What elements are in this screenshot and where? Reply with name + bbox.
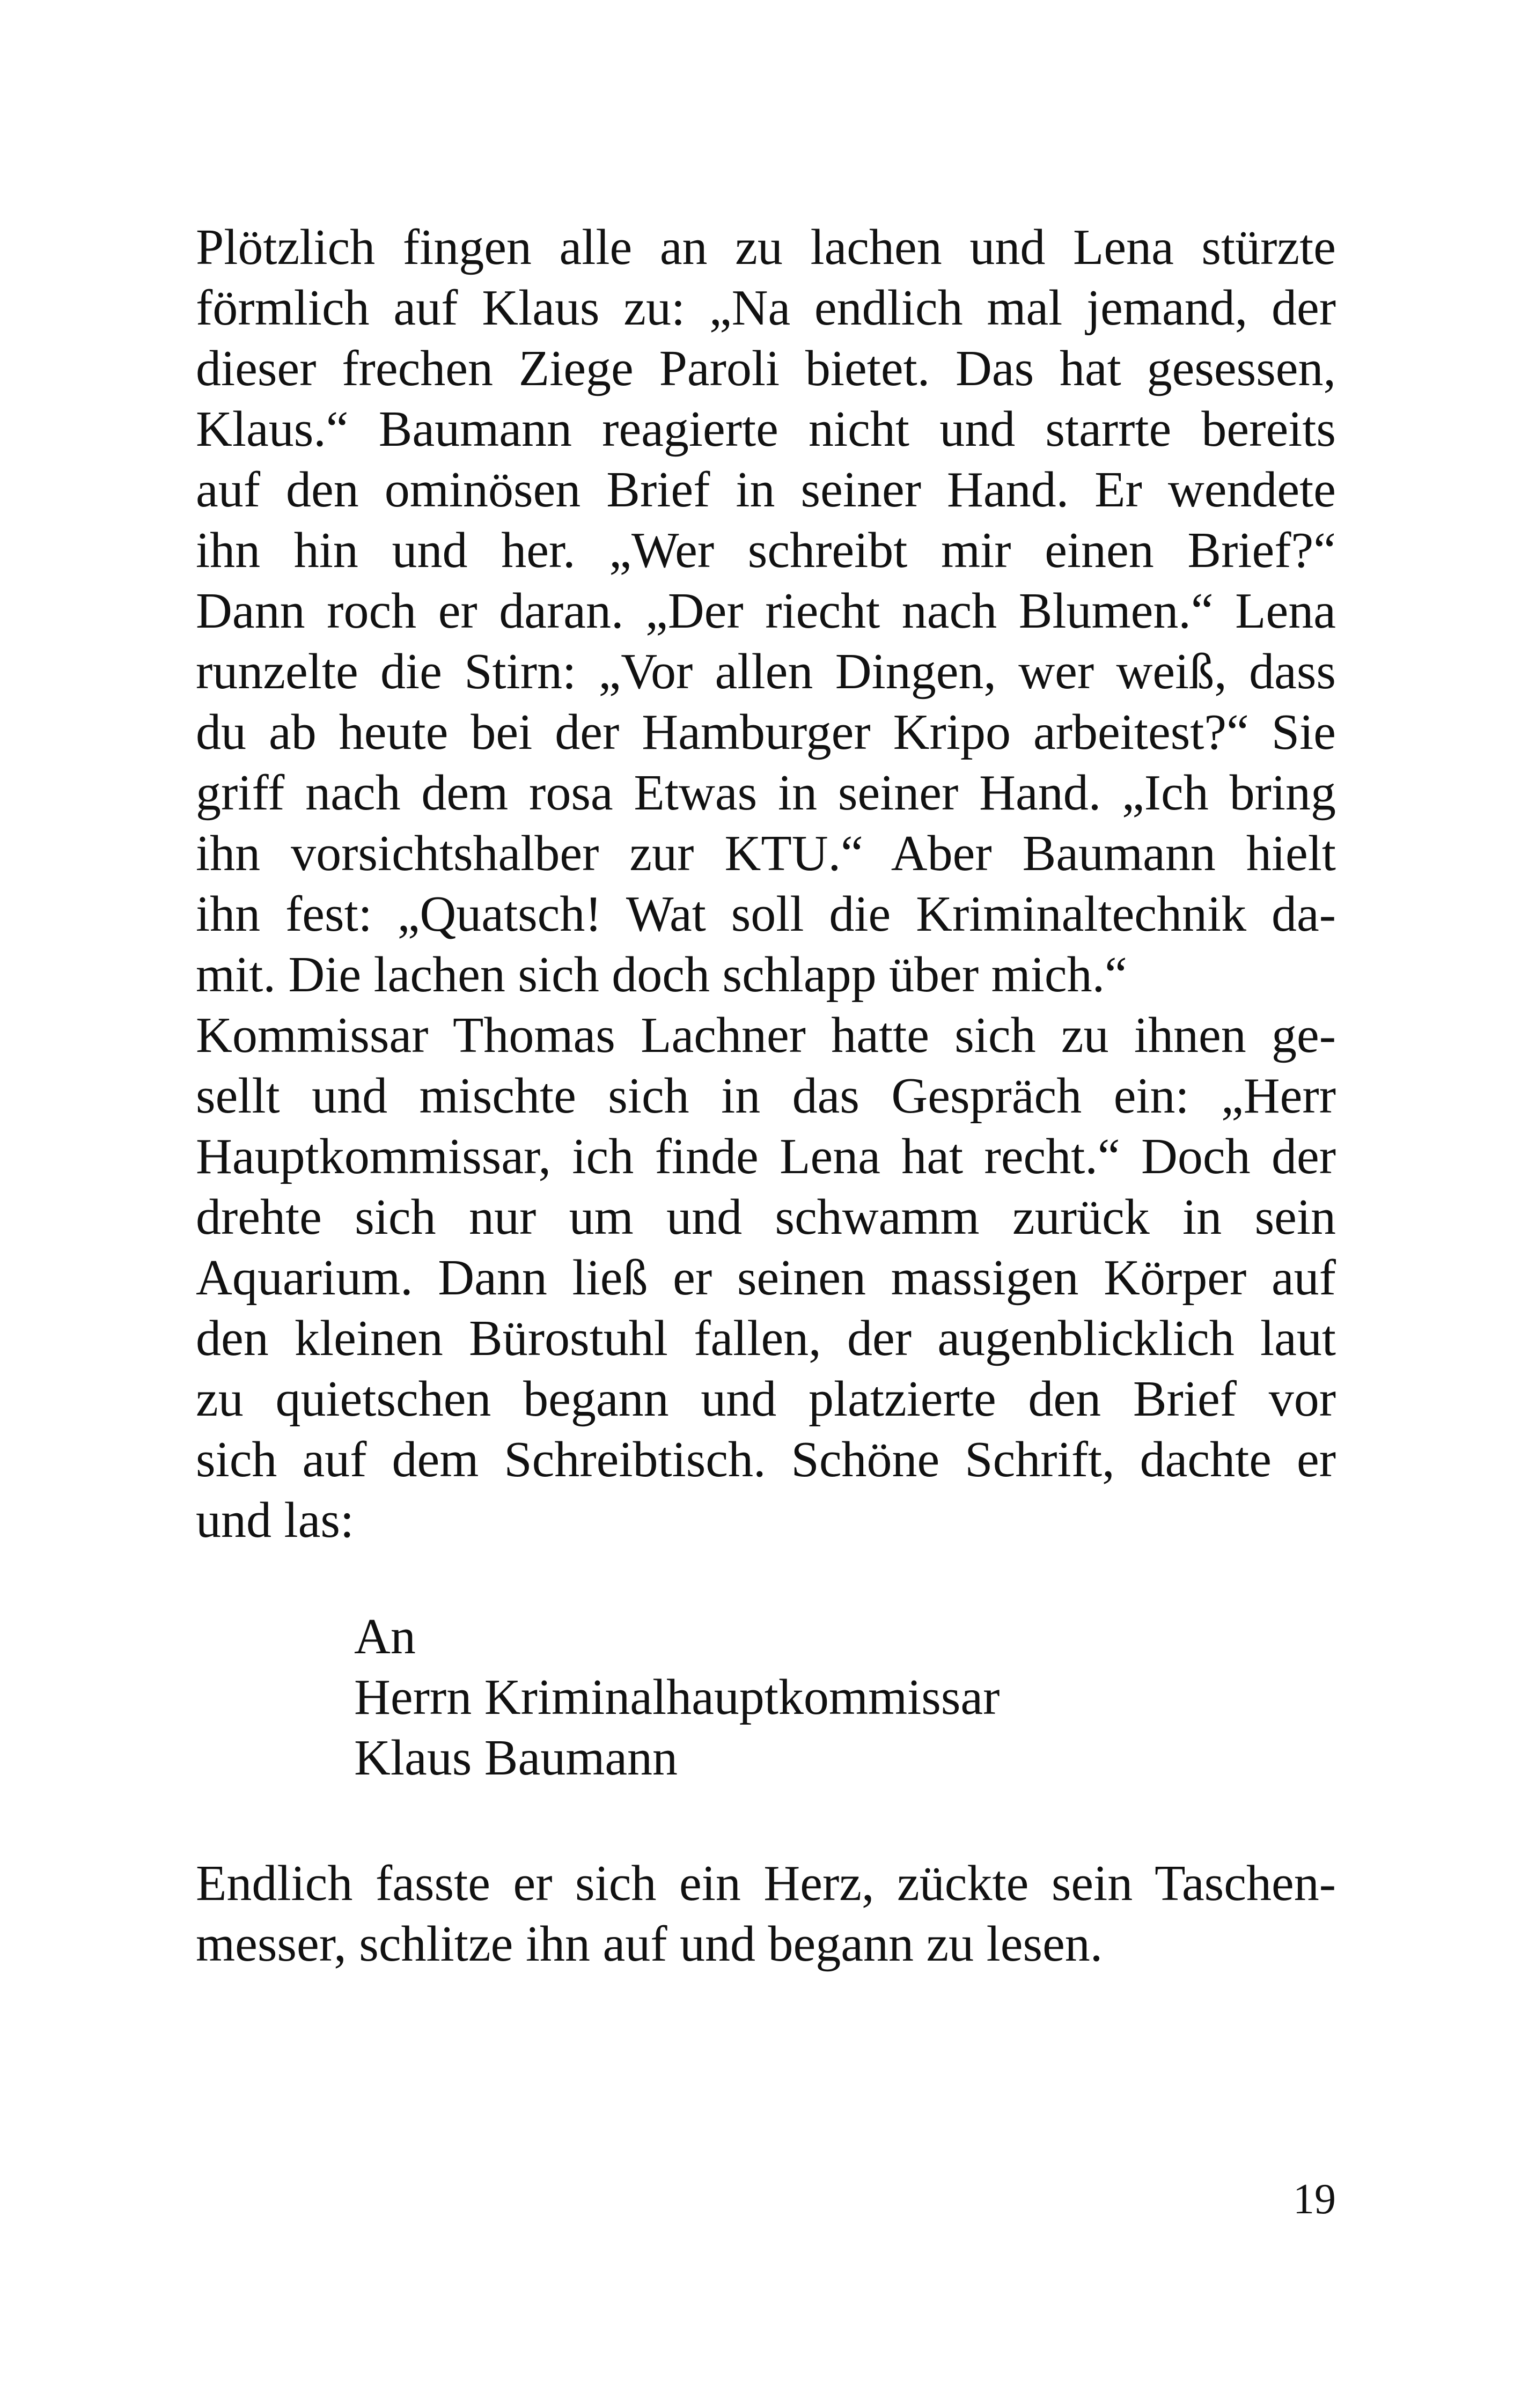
text-line: sellt und mischte sich in das Gespräch ein: „Herr (196, 1068, 1336, 1124)
paragraph-1 (196, 217, 1336, 1551)
text-line: griff nach dem rosa Etwas in seiner Hand. „Ich bring (196, 765, 1336, 821)
text-line: Dann roch er daran. „Der riecht nach Blumen.“ Lena (196, 583, 1336, 639)
text-line: drehte sich nur um und schwamm zurück in sein (196, 1189, 1336, 1245)
text-line: Aquarium. Dann ließ er seinen massigen Körper auf (196, 1250, 1336, 1306)
text-line: Hauptkommissar, ich finde Lena hat recht.“ Doch der (196, 1129, 1336, 1184)
text-line: den kleinen Bürostuhl fallen, der augenblicklich laut (196, 1310, 1336, 1366)
text-line: und las: (196, 1492, 355, 1548)
text-line: ihn vorsichtshalber zur KTU.“ Aber Baumann hielt (196, 826, 1336, 881)
text-line: Plötzlich fingen alle an zu lachen und Lena stürzte (196, 219, 1336, 275)
text-line: förmlich auf Klaus zu: „Na endlich mal jemand, der (196, 280, 1336, 336)
paragraph-2 (196, 1853, 1336, 1975)
text-line: du ab heute bei der Hamburger Kripo arbeitest?“ Sie (196, 704, 1336, 760)
text-line: sich auf dem Schreibtisch. Schöne Schrift, dachte er (196, 1432, 1336, 1487)
text-line: dieser frechen Ziege Paroli bietet. Das hat gesessen, (196, 341, 1336, 396)
text-line: Endlich fasste er sich ein Herz, zückte sein Taschen- (196, 1855, 1336, 1911)
text-line: auf den ominösen Brief in seiner Hand. Er wendete (196, 462, 1336, 518)
text-line: mit. Die lachen sich doch schlapp über mich.“ (196, 947, 1127, 1003)
text-line: zu quietschen begann und platzierte den Brief vor (196, 1371, 1336, 1427)
text-line: runzelte die Stirn: „Vor allen Dingen, wer weiß, dass (196, 644, 1336, 699)
text-line: An (354, 1609, 416, 1665)
page-number: 19 (1293, 2176, 1336, 2223)
text-line: Klaus.“ Baumann reagierte nicht und starrte bereits (196, 401, 1336, 457)
letter-address (354, 1607, 1320, 1788)
text-line: Herrn Kriminalhauptkommissar (354, 1669, 1000, 1725)
text-line: ihn fest: „Quatsch! Wat soll die Kriminaltechnik da- (196, 886, 1336, 942)
text-line: Klaus Baumann (354, 1730, 678, 1786)
text-line: ihn hin und her. „Wer schreibt mir einen Brief?“ (196, 522, 1336, 578)
text-line: Kommissar Thomas Lachner hatte sich zu ihnen ge- (196, 1007, 1336, 1063)
text-line: messer, schlitze ihn auf und begann zu lesen. (196, 1916, 1103, 1972)
